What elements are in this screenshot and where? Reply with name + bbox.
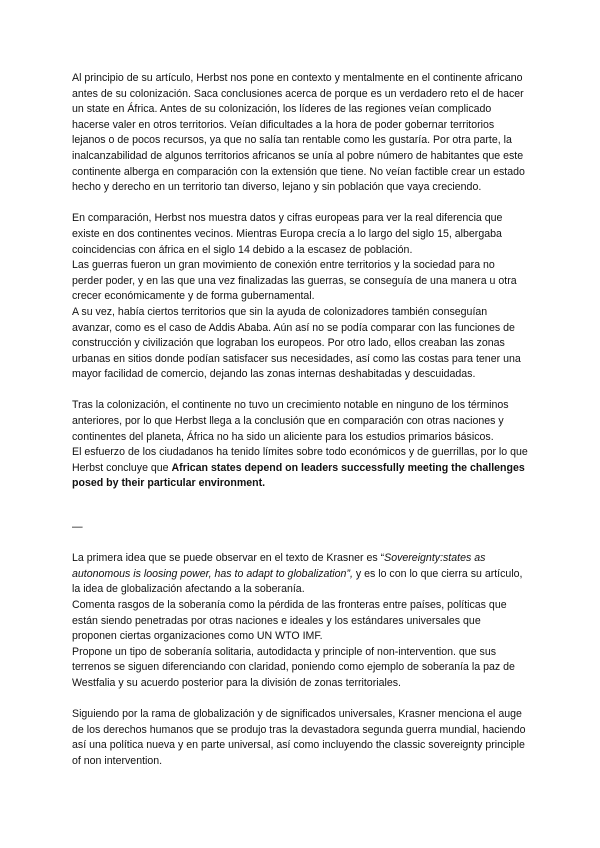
krasner-tail-text: y es lo con lo que cierra su artículo, la idea de globalización afectando a la soberanía. — [72, 567, 523, 596]
paragraph-herbst-wars: Las guerras fueron un gran movimiento de conexión entre territorios y la sociedad para no perder poder, y en las que una vez finalizadas las guerras, se conseguía de una manera u otra crecer económicamente y de forma gubernamental. — [72, 259, 517, 303]
section-separator: — — [72, 521, 83, 534]
paragraph-herbst-colonization: Tras la colonización, el continente no tuvo un crecimiento notable en ninguno de los términos anteriores, por lo que Herbst llega a la conclusión que en comparación con otras naciones y continentes del planeta, África no ha sido un aliciente para los estudios primarios básicos. — [72, 399, 509, 443]
conclusion-bold-text: African states depend on leaders successfully meeting the challenges posed by their particular environment. — [72, 461, 525, 490]
paragraph-herbst-intro: Al principio de su artículo, Herbst nos pone en contexto y mentalmente en el continente africano antes de su colonización. Saca conclusiones acerca de porque es un verdadero reto el de hacer un state en África. Antes de su colonización, los líderes de las regiones veían complicado hacerse valer en otros territorios. Veían dificultades a la hora de poder gobernar territorios lejanos o de pocos recursos, ya que no salía tan rentable como les gustaría. Por otra parte, la inalcanzabilidad de algunos territorios africanos se unía al pobre número de habitantes que este continente alberga en comparación con la extensión que tiene. No veían factible crear un estado hecho y derecho en un territorio tan diverso, lejano y sin población que vaya creciendo. — [72, 72, 525, 194]
krasner-lead-text: La primera idea que se puede observar en el texto de Krasner es “ — [72, 552, 385, 565]
paragraph-herbst-territories: A su vez, había ciertos territorios que sin la ayuda de colonizadores también conseguían avanzar, como es el caso de Addis Ababa. Aún así no se podía comparar con las funciones de construcción y civilización que lograban los europeos. Por otro lado, ellos creaban las zonas urbanas en sitios donde podían satisfacer sus necesidades, así como las costas para tener una mayor facilidad de comercio, dejando las zonas internas deshabitadas y descuidadas. — [72, 305, 521, 381]
paragraph-krasner-intro — [72, 551, 528, 598]
paragraph-gap — [72, 383, 528, 399]
paragraph-gap — [72, 196, 528, 212]
conclusion-lead-text: El esfuerzo de los ciudadanos ha tenido límites sobre todo económicos y de guerrillas, por lo que Herbst concluye que — [72, 446, 528, 474]
section-gap — [72, 492, 528, 520]
paragraph-krasner-traits: Comenta rasgos de la soberanía como la pérdida de las fronteras entre países, políticas que están siendo penetradas por otras naciones e ideales y los estándares universales que proponen ciertas organizaciones como UN WTO IMF. — [72, 599, 507, 643]
paragraph-herbst-conclusion — [72, 445, 528, 492]
paragraph-krasner-human-rights: Siguiendo por la rama de globalización y de significados universales, Krasner menciona el auge de los derechos humanos que se produjo tras la devastadora segunda guerra mundial, haciendo así una política nueva y en parte universal, así como incluyendo the classic sovereignty principle of non intervention. — [72, 708, 526, 767]
paragraph-gap — [72, 692, 528, 708]
krasner-quote-italic: Sovereignty:states as autonomous is loosing power, has to adapt to globalization”, — [72, 552, 486, 580]
paragraph-herbst-europe: En comparación, Herbst nos muestra datos y cifras europeas para ver la real diferencia que existe en dos continentes vecinos. Mientras Europa crecía a lo largo del siglo 15, albergaba coincidencias con áfrica en el siglo 14 debido a la escasez de población. — [72, 212, 503, 256]
paragraph-gap — [72, 536, 528, 552]
paragraph-krasner-sovereignty: Propone un tipo de soberanía solitaria, autodidacta y principle of non-intervention. que sus terrenos se siguen diferenciando con claridad, poniendo como ejemplo de soberanía la paz de Westfalia y su acuerdo posterior para la división de zonas territoriales. — [72, 645, 515, 689]
